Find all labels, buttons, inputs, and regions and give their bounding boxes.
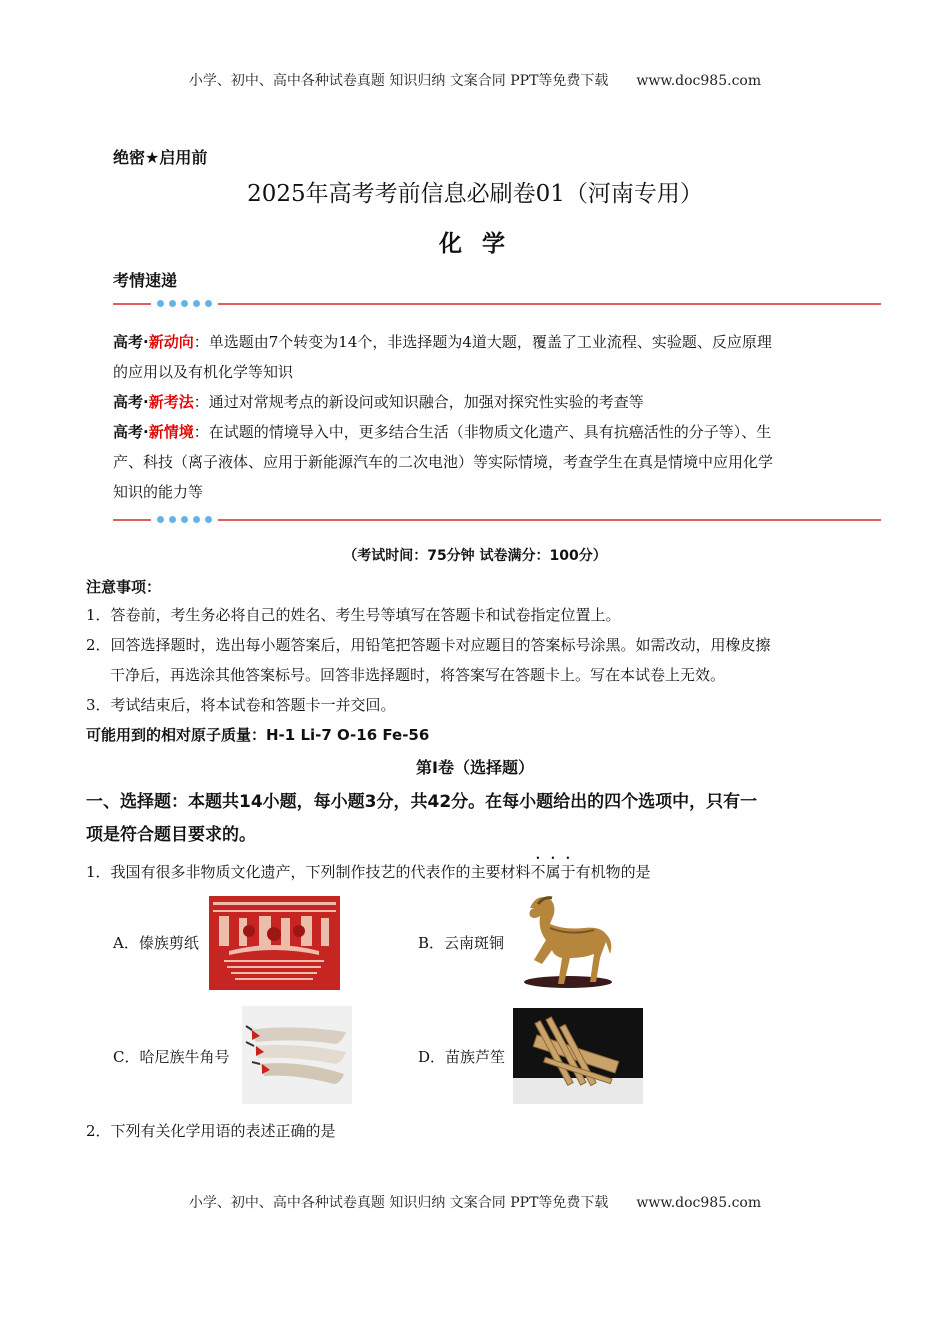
page-footer	[0, 1192, 950, 1212]
trend-section-title: 考情速递	[113, 271, 178, 290]
atomic-masses: 可能用到的相对原子质量：H-1 Li-7 O-16 Fe-56	[86, 726, 430, 744]
secret-label: 绝密★启用前	[113, 148, 208, 167]
trend-item	[113, 387, 883, 417]
stem-emphasis: 不属于	[530, 863, 576, 881]
notice-item: 干净后，再选涂其他答案标号。回答非选择题时，将答案写在答题卡上。写在本试卷上无效。	[110, 666, 726, 684]
notice-list	[86, 600, 876, 720]
trend-text: 单选题由7个转变为14个，非选择题为4道大题，覆盖了工业流程、实验题、反应原理	[208, 333, 772, 351]
trend-list	[113, 327, 883, 507]
trend-text: 在试题的情境导入中，更多结合生活（非物质文化遗产、具有抗癌活性的分子等）、生	[208, 423, 772, 441]
trend-item	[113, 327, 883, 387]
option-d-label[interactable]: D．苗族芦笙	[418, 1048, 506, 1066]
bottom-divider	[113, 514, 881, 526]
top-divider	[113, 298, 881, 310]
trend-tag: 新动向	[148, 333, 194, 351]
trend-item	[113, 417, 883, 507]
section-heading-line: 项是符合题目要求的。	[86, 825, 256, 845]
part-title: 第Ⅰ卷（选择题）	[416, 758, 534, 777]
header-url[interactable]: www.doc985.com	[636, 73, 762, 89]
bronze-horse-image	[510, 888, 620, 990]
trend-tag: 新情境	[148, 423, 194, 441]
lusheng-image	[513, 1008, 643, 1104]
notice-item: 3．考试结束后，将本试卷和答题卡一并交回。	[86, 696, 396, 714]
trend-colon: ：	[193, 333, 209, 351]
trend-tag: 新考法	[148, 393, 194, 411]
question-1-stem	[86, 854, 876, 887]
option-a-label[interactable]: A．傣族剪纸	[113, 934, 199, 952]
notice-title: 注意事项：	[86, 578, 162, 596]
exam-info: （考试时间：75分钟 试卷满分：100分）	[343, 548, 607, 564]
header-text: 小学、初中、高中各种试卷真题 知识归纳 文案合同 PPT等免费下载	[188, 73, 609, 89]
trend-colon: ：	[193, 423, 209, 441]
stem-text: 1．我国有很多非物质文化遗产，下列制作技艺的代表作的主要材料	[86, 863, 531, 881]
footer-text: 小学、初中、高中各种试卷真题 知识归纳 文案合同 PPT等免费下载	[188, 1195, 609, 1211]
trend-prefix: 高考·	[113, 333, 149, 351]
trend-text: 产、科技（离子液体、应用于新能源汽车的二次电池）等实际情境，考查学生在真是情境中应用化学	[113, 453, 774, 471]
option-c-label[interactable]: C．哈尼族牛角号	[113, 1048, 230, 1066]
papercut-image	[209, 896, 340, 990]
notice-item: 2．回答选择题时，选出每小题答案后，用铅笔把答题卡对应题目的答案标号涂黑。如需改动，用橡皮擦	[86, 636, 771, 654]
trend-text: 知识的能力等	[113, 483, 204, 501]
section-heading-line: 一、选择题：本题共14小题，每小题3分，共42分。在每小题给出的四个选项中，只有一	[86, 792, 758, 812]
page-header	[0, 70, 950, 90]
notice-item: 1．答卷前，考生务必将自己的姓名、考生号等填写在答题卡和试卷指定位置上。	[86, 606, 621, 624]
question-2-stem: 2．下列有关化学用语的表述正确的是	[86, 1122, 336, 1140]
trend-prefix: 高考·	[113, 393, 149, 411]
trend-prefix: 高考·	[113, 423, 149, 441]
footer-url[interactable]: www.doc985.com	[636, 1195, 762, 1211]
page-title: 2025年高考考前信息必刷卷01（河南专用）	[247, 181, 703, 207]
trend-text: 通过对常规考点的新设问或知识融合，加强对探究性实验的考查等	[208, 393, 644, 411]
trend-colon: ：	[193, 393, 209, 411]
horn-image	[242, 1006, 352, 1104]
trend-text: 的应用以及有机化学等知识	[113, 363, 294, 381]
stem-text: 有机物的是	[575, 863, 651, 881]
option-b-label[interactable]: B．云南斑铜	[418, 934, 505, 952]
section-heading	[86, 786, 876, 852]
subject-title: 化 学	[438, 231, 511, 257]
